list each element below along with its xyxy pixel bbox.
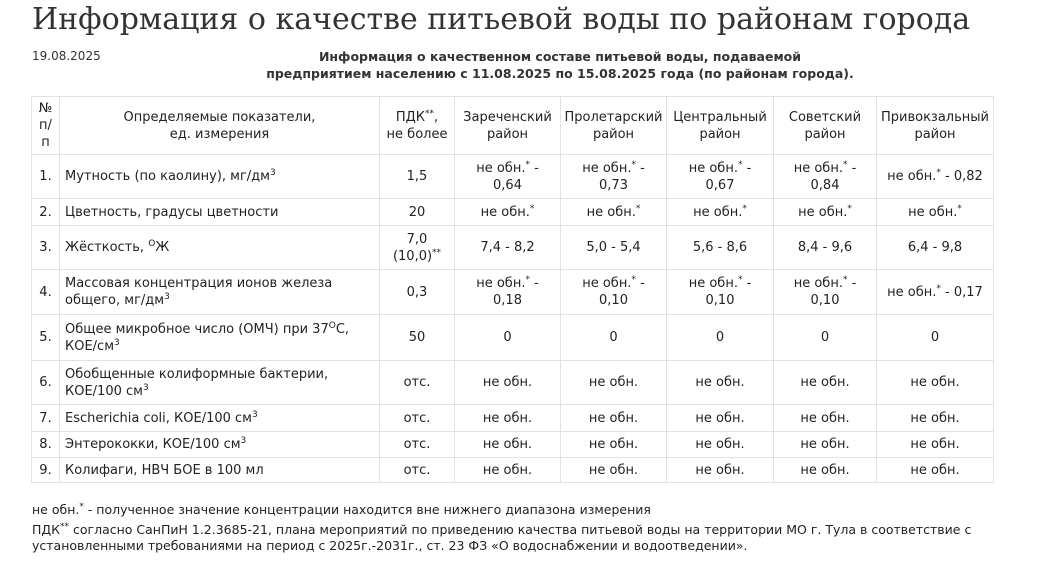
row-number: 6. bbox=[32, 361, 60, 405]
value-post: - bbox=[529, 160, 539, 176]
value-post: - 0,17 bbox=[940, 284, 983, 300]
value-cell: не обн. bbox=[774, 432, 877, 458]
value-cell bbox=[455, 270, 561, 315]
value-cell bbox=[877, 155, 994, 199]
row-indicator bbox=[60, 405, 380, 432]
row-pdk bbox=[380, 226, 455, 270]
row-pdk: отс. bbox=[380, 405, 455, 432]
value-cell: не обн. bbox=[774, 361, 877, 405]
indicator-post: Ж bbox=[155, 240, 170, 255]
row-number: 7. bbox=[32, 405, 60, 432]
table-row bbox=[32, 155, 994, 199]
value-line-2: 0,84 bbox=[810, 177, 840, 193]
header-pdk-comma: , bbox=[434, 109, 439, 125]
row-indicator bbox=[60, 155, 380, 199]
row-indicator: Цветность, градусы цветности bbox=[60, 199, 380, 226]
value-cell: 8,4 - 9,6 bbox=[774, 226, 877, 270]
header-district-sovetsky bbox=[774, 97, 877, 155]
value-cell bbox=[667, 199, 774, 226]
row-pdk: 1,5 bbox=[380, 155, 455, 199]
value-cell: не обн. bbox=[667, 432, 774, 458]
header-district-line-2: район bbox=[592, 126, 635, 142]
indicator-sup: 3 bbox=[240, 436, 247, 446]
header-indicator bbox=[60, 97, 380, 155]
footnote-1-term: не обн. bbox=[32, 502, 80, 517]
value-line-2: 0,10 bbox=[705, 293, 735, 308]
value-text: не обн. bbox=[793, 160, 843, 176]
value-text: не обн. bbox=[582, 276, 632, 291]
value-sup: * bbox=[737, 275, 743, 285]
value-cell: 0 bbox=[877, 315, 994, 361]
value-cell: не обн. bbox=[561, 432, 667, 458]
indicator-sup-2: 3 bbox=[114, 337, 120, 348]
row-number: 9. bbox=[32, 458, 60, 483]
value-text: не обн. bbox=[688, 276, 738, 291]
row-number: 5. bbox=[32, 315, 60, 361]
header-district-line-2: район bbox=[699, 126, 741, 142]
indicator-text: Escherichia coli, КОЕ/100 см bbox=[65, 410, 252, 426]
header-pdk bbox=[380, 97, 455, 155]
value-text: не обн. bbox=[480, 204, 530, 220]
header-number bbox=[32, 97, 60, 155]
indicator-sup: 3 bbox=[269, 168, 276, 178]
subtitle-line-2: предприятием населению с 11.08.2025 по 15.08.2025 года (по районам города). bbox=[266, 66, 854, 81]
footnote-2-text: согласно СанПиН 1.2.3685-21, плана мероприятий по приведению качества питьевой воды на территории МО г. Тула в соответствие с установленными требованиями на период с 2025г.-2031г., ст. 23 ФЗ «О водоснабжении и водоотведении». bbox=[32, 522, 972, 553]
value-sup: * bbox=[936, 283, 941, 294]
header-district-privokzalny bbox=[877, 97, 994, 155]
value-sup: * bbox=[529, 203, 535, 214]
indicator-sup: 3 bbox=[251, 409, 258, 420]
table-row bbox=[32, 226, 994, 270]
value-post: - bbox=[847, 276, 857, 291]
value-post: - bbox=[529, 276, 539, 291]
value-post: - bbox=[635, 160, 645, 176]
row-indicator bbox=[60, 226, 380, 270]
row-indicator bbox=[60, 361, 380, 405]
row-pdk: отс. bbox=[380, 458, 455, 483]
value-sup: * bbox=[957, 203, 962, 214]
value-cell bbox=[455, 199, 561, 226]
value-cell: 5,0 - 5,4 bbox=[561, 226, 667, 270]
value-cell: 0 bbox=[561, 315, 667, 361]
value-cell bbox=[774, 155, 877, 199]
value-cell bbox=[561, 270, 667, 315]
value-sup: * bbox=[842, 275, 848, 285]
value-cell: не обн. bbox=[774, 458, 877, 483]
value-cell: не обн. bbox=[455, 405, 561, 432]
value-line-2: 0,10 bbox=[810, 293, 840, 308]
value-text: не обн. bbox=[476, 160, 526, 176]
indicator-text: Мутность (по каолину), мг/дм bbox=[65, 169, 270, 184]
header-district-line-2: район bbox=[486, 126, 529, 142]
value-line-2: 0,67 bbox=[705, 177, 735, 193]
indicator-sup: 3 bbox=[142, 382, 149, 393]
value-cell: не обн. bbox=[561, 361, 667, 405]
value-line-2: 0,18 bbox=[493, 293, 522, 308]
publication-date: 19.08.2025 bbox=[32, 49, 101, 63]
table-row bbox=[32, 270, 994, 315]
value-text: не обн. bbox=[586, 204, 636, 220]
footnote-pdk bbox=[32, 522, 1041, 554]
value-sup: * bbox=[631, 275, 636, 285]
indicator-text: Общее микробное число (ОМЧ) при 37 bbox=[65, 321, 329, 337]
row-number: 1. bbox=[32, 155, 60, 199]
row-indicator bbox=[60, 270, 380, 315]
value-cell: не обн. bbox=[774, 405, 877, 432]
indicator-text: Массовая концентрация ионов железа общего, мг/дм bbox=[65, 276, 333, 308]
header-indicator-line-2: ед. измерения bbox=[169, 126, 270, 142]
table-row bbox=[32, 361, 994, 405]
value-sup: * bbox=[936, 168, 941, 178]
value-sup: * bbox=[525, 159, 530, 170]
page-title: Информация о качестве питьевой воды по районам города bbox=[32, 2, 971, 37]
header-district-line-1: Пролетарский bbox=[564, 109, 663, 125]
header-number-line-3: п bbox=[41, 135, 50, 150]
value-text: не обн. bbox=[908, 204, 958, 220]
value-text: не обн. bbox=[793, 276, 843, 291]
row-indicator: Колифаги, НВЧ БОЕ в 100 мл bbox=[60, 458, 380, 483]
value-cell bbox=[774, 199, 877, 226]
value-line-2: 0,73 bbox=[599, 177, 628, 193]
value-cell: не обн. bbox=[667, 405, 774, 432]
value-sup: * bbox=[742, 203, 747, 214]
header-pdk-line-2: не более bbox=[386, 126, 448, 142]
row-pdk: отс. bbox=[380, 361, 455, 405]
row-indicator bbox=[60, 432, 380, 458]
header-district-centralny bbox=[667, 97, 774, 155]
value-cell: 6,4 - 9,8 bbox=[877, 226, 994, 270]
value-text: не обн. bbox=[476, 276, 526, 291]
subtitle-line-1: Информация о качественном составе питьевой воды, подаваемой bbox=[318, 49, 802, 64]
row-number: 4. bbox=[32, 270, 60, 315]
footnote-1-text: - полученное значение концентрации находится вне нижнего диапазона измерения bbox=[83, 502, 651, 517]
value-cell bbox=[667, 270, 774, 315]
value-sup: * bbox=[631, 159, 636, 170]
table-row bbox=[32, 315, 994, 361]
value-line-2: 0,64 bbox=[493, 177, 522, 193]
footnote-1-sup: * bbox=[79, 502, 84, 512]
row-number: 2. bbox=[32, 199, 60, 226]
table-header-row bbox=[32, 97, 994, 155]
value-cell: не обн. bbox=[455, 458, 561, 483]
value-text: не обн. bbox=[887, 169, 937, 184]
value-post: - bbox=[742, 160, 752, 176]
footnote-2-sup: ** bbox=[60, 522, 70, 532]
value-cell: не обн. bbox=[667, 361, 774, 405]
pdk-line-2: (10,0) bbox=[392, 248, 433, 264]
table-row bbox=[32, 432, 994, 458]
header-district-line-1: Центральный bbox=[673, 109, 767, 125]
header-district-line-2: район bbox=[804, 126, 846, 142]
value-sup: * bbox=[525, 275, 530, 285]
value-text: не обн. bbox=[798, 204, 848, 220]
value-cell: не обн. bbox=[455, 432, 561, 458]
row-pdk: 20 bbox=[380, 199, 455, 226]
indicator-text: Обобщенные колиформные бактерии, КОЕ/100 см bbox=[65, 366, 329, 399]
table-subtitle bbox=[240, 48, 880, 82]
value-cell bbox=[877, 270, 994, 315]
header-pdk-label: ПДК bbox=[395, 109, 426, 125]
value-text: не обн. bbox=[693, 204, 743, 220]
footnote-2-term: ПДК bbox=[32, 522, 61, 537]
value-cell bbox=[561, 199, 667, 226]
value-cell: 0 bbox=[667, 315, 774, 361]
indicator-text: Жёсткость, bbox=[65, 240, 149, 255]
value-post: - bbox=[635, 276, 645, 291]
indicator-sup: 3 bbox=[164, 292, 170, 302]
header-district-proletarsky bbox=[561, 97, 667, 155]
footnotes bbox=[32, 502, 1041, 554]
header-district-line-1: Привокзальный bbox=[880, 109, 989, 125]
row-pdk: 50 bbox=[380, 315, 455, 361]
indicator-sup: О bbox=[148, 239, 156, 249]
pdk-sup: ** bbox=[432, 247, 442, 258]
table-row bbox=[32, 199, 994, 226]
value-post: - bbox=[847, 160, 857, 176]
value-cell: 0 bbox=[455, 315, 561, 361]
value-cell: не обн. bbox=[877, 432, 994, 458]
pdk-line-1: 7,0 bbox=[406, 231, 428, 247]
value-cell: не обн. bbox=[561, 405, 667, 432]
value-cell: не обн. bbox=[877, 458, 994, 483]
row-number: 8. bbox=[32, 432, 60, 458]
value-cell: 7,4 - 8,2 bbox=[455, 226, 561, 270]
value-cell: не обн. bbox=[667, 458, 774, 483]
table-row bbox=[32, 458, 994, 483]
value-cell bbox=[455, 155, 561, 199]
header-district-line-2: район bbox=[914, 126, 956, 142]
row-pdk: отс. bbox=[380, 432, 455, 458]
value-cell: не обн. bbox=[877, 405, 994, 432]
value-sup: * bbox=[842, 159, 848, 170]
value-cell bbox=[561, 155, 667, 199]
value-cell bbox=[774, 270, 877, 315]
value-sup: * bbox=[737, 159, 743, 170]
water-quality-table bbox=[31, 96, 994, 483]
row-pdk: 0,3 bbox=[380, 270, 455, 315]
indicator-sup: О bbox=[328, 320, 336, 331]
value-text: не обн. bbox=[582, 160, 632, 176]
value-text: не обн. bbox=[688, 160, 738, 176]
indicator-post: С, КОЕ/см bbox=[65, 321, 350, 354]
footnote-not-detected bbox=[32, 502, 1041, 518]
value-post: - bbox=[742, 276, 752, 291]
value-cell: не обн. bbox=[877, 361, 994, 405]
header-number-line-2: п/ bbox=[39, 118, 52, 133]
header-district-line-1: Зареченский bbox=[463, 109, 552, 125]
value-cell: не обн. bbox=[561, 458, 667, 483]
value-sup: * bbox=[635, 203, 641, 214]
value-sup: * bbox=[847, 203, 852, 214]
header-district-zarechensky bbox=[455, 97, 561, 155]
value-cell: не обн. bbox=[455, 361, 561, 405]
value-post: - 0,82 bbox=[940, 169, 983, 184]
indicator-text: Энтерококки, КОЕ/100 см bbox=[65, 437, 241, 452]
header-indicator-line-1: Определяемые показатели, bbox=[123, 109, 316, 125]
row-number: 3. bbox=[32, 226, 60, 270]
row-indicator bbox=[60, 315, 380, 361]
header-district-line-1: Советский bbox=[788, 109, 862, 125]
header-pdk-sup: ** bbox=[425, 108, 435, 119]
value-text: не обн. bbox=[887, 284, 937, 300]
value-cell bbox=[877, 199, 994, 226]
value-cell bbox=[667, 155, 774, 199]
table-row bbox=[32, 405, 994, 432]
value-cell: 5,6 - 8,6 bbox=[667, 226, 774, 270]
value-cell: 0 bbox=[774, 315, 877, 361]
value-line-2: 0,10 bbox=[599, 293, 628, 308]
header-number-line-1: № bbox=[38, 101, 53, 116]
